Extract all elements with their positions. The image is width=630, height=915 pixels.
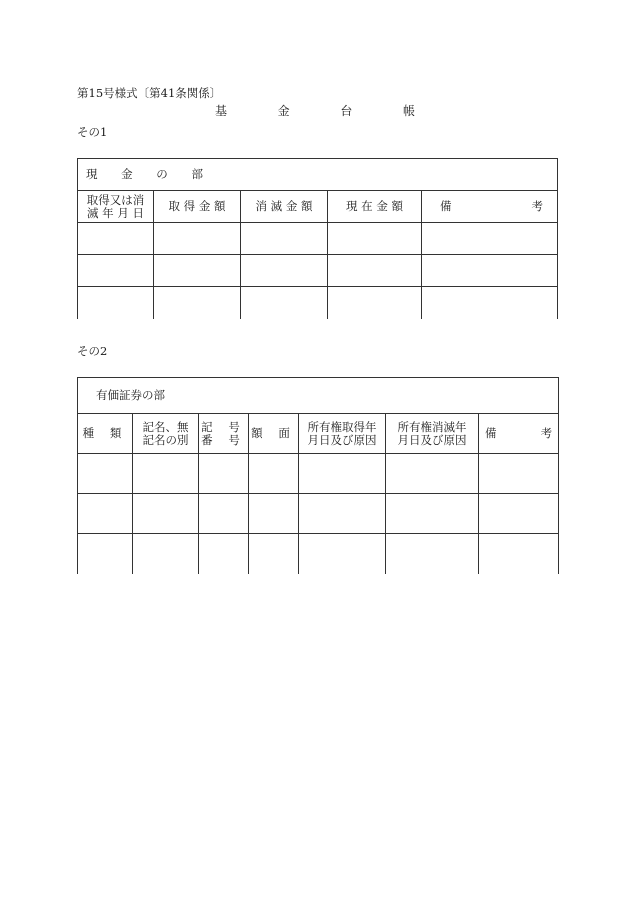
cell — [199, 494, 249, 534]
section1-label: その1 — [77, 125, 108, 139]
col-extinguished-amount: 消 滅 金 額 — [241, 191, 328, 223]
table-row — [78, 255, 558, 287]
col-ownership-acquired: 所有権取得年 月日及び原因 — [299, 414, 386, 454]
cell — [328, 255, 422, 287]
title-char: 帳 — [402, 104, 415, 118]
table-row — [78, 494, 559, 534]
title-char: 金 — [277, 104, 290, 118]
col-date: 取得又は消 滅 年 月 日 — [78, 191, 154, 223]
cell — [386, 494, 479, 534]
cell — [328, 223, 422, 255]
cell — [78, 454, 133, 494]
cell — [78, 287, 154, 319]
col-registered: 記名、無 記名の別 — [133, 414, 199, 454]
cell — [241, 287, 328, 319]
cell — [78, 255, 154, 287]
cell — [422, 255, 558, 287]
securities-section-title: 有価証券の部 — [78, 378, 559, 414]
cell — [241, 255, 328, 287]
cell — [422, 287, 558, 319]
col-acquired-amount: 取 得 金 額 — [154, 191, 241, 223]
table-row — [78, 287, 558, 319]
col-remarks: 備 考 — [479, 414, 559, 454]
cell — [78, 534, 133, 574]
cell — [249, 494, 299, 534]
table-row — [78, 534, 559, 574]
cell — [154, 255, 241, 287]
cell — [328, 287, 422, 319]
cell — [299, 454, 386, 494]
cash-ledger-table — [77, 158, 558, 319]
title-char: 台 — [340, 104, 353, 118]
cash-section-title: 現 金 の 部 — [78, 159, 558, 191]
title-char: 基 — [215, 104, 228, 118]
col-ownership-extinguished: 所有権消滅年 月日及び原因 — [386, 414, 479, 454]
cell — [299, 534, 386, 574]
cell — [479, 494, 559, 534]
col-remarks: 備 考 — [422, 191, 558, 223]
cell — [386, 534, 479, 574]
ledger-title — [215, 104, 415, 118]
form-number: 第15号様式〔第41条関係〕 — [77, 86, 222, 100]
table-row — [78, 223, 558, 255]
cell — [133, 494, 199, 534]
cell — [422, 223, 558, 255]
cell — [199, 534, 249, 574]
cell — [479, 534, 559, 574]
cell — [299, 494, 386, 534]
cell — [154, 223, 241, 255]
cell — [154, 287, 241, 319]
cell — [386, 454, 479, 494]
col-type: 種 類 — [78, 414, 133, 454]
securities-ledger-table — [77, 377, 559, 574]
cell — [133, 534, 199, 574]
col-symbol-number: 記 号 番 号 — [199, 414, 249, 454]
col-face-value: 額 面 — [249, 414, 299, 454]
cell — [241, 223, 328, 255]
cell — [199, 454, 249, 494]
cell — [133, 454, 199, 494]
cell — [479, 454, 559, 494]
col-current-amount: 現 在 金 額 — [328, 191, 422, 223]
table-row — [78, 454, 559, 494]
cell — [249, 534, 299, 574]
section2-label: その2 — [77, 344, 108, 358]
cell — [78, 494, 133, 534]
cell — [249, 454, 299, 494]
cell — [78, 223, 154, 255]
